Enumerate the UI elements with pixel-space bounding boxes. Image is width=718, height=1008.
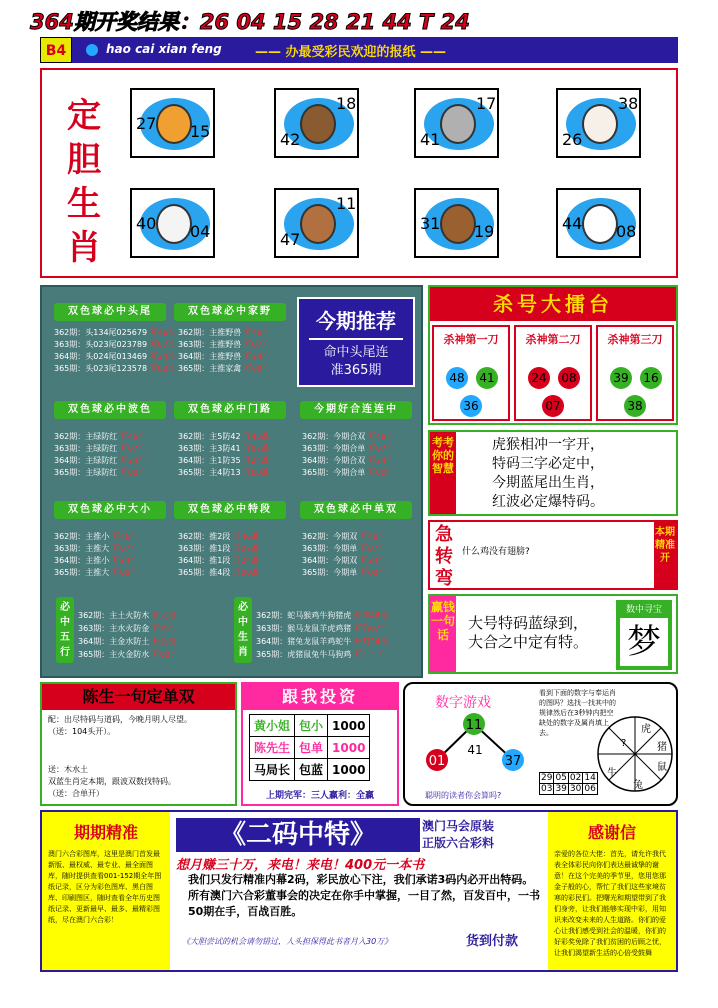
table-row <box>302 443 394 455</box>
prediction-panel <box>40 285 423 678</box>
svg-text:?: ? <box>621 738 627 749</box>
row-result: 开24准 <box>149 352 176 361</box>
row-result: 开24准 <box>367 456 395 465</box>
grid-cell: 02 <box>569 773 582 783</box>
table-row <box>54 431 146 443</box>
invest-footer: 上期完军：三人赢利：全赢 <box>265 791 374 801</box>
right-yellow-col <box>548 812 676 970</box>
invest-name: 马局长 <box>250 759 295 781</box>
row-label: 364期：今期合双 <box>302 456 366 465</box>
table-row <box>250 759 370 781</box>
table-row <box>302 531 386 543</box>
table-row <box>178 555 259 567</box>
row-label: 365期：今期单 <box>302 568 358 577</box>
row-result: 开07准 <box>149 340 176 349</box>
zodiac-number-a: 40 <box>136 214 157 233</box>
row-label: 365期：今期合单 <box>302 468 366 477</box>
row-result: 开46准 <box>149 328 176 337</box>
wuxing-label: 必中五行 <box>56 597 74 663</box>
row-result: 开24准 <box>119 456 147 465</box>
dog-icon <box>440 204 476 244</box>
chen-line: 双蓝生肖定本期，跟波双数找特码。 <box>48 777 176 786</box>
zodiac-number-b: 04 <box>190 222 211 241</box>
invest-bet: 包单 <box>295 737 328 759</box>
table-row <box>54 543 138 555</box>
recommend-title: 今期推荐 <box>316 309 396 333</box>
row-result: 开00准 <box>149 364 176 373</box>
dream-box-title: 数中寻宝 <box>625 605 662 615</box>
zodiac-number-a: 27 <box>136 114 157 133</box>
row-result: 开24准 <box>243 456 270 465</box>
row-result: 开羊46准 <box>353 611 389 620</box>
zodiac-number-b: 38 <box>618 94 639 113</box>
row-result: 开46准 <box>119 432 147 441</box>
game-diagram <box>419 710 529 780</box>
zodiac-card <box>414 188 499 258</box>
row-result: 开24准 <box>243 352 271 361</box>
table-row <box>540 773 598 784</box>
table-row <box>78 609 178 622</box>
zodiac-number-a: 42 <box>280 130 301 149</box>
table-row <box>178 327 270 339</box>
row-label: 365期：推4段 <box>178 568 231 577</box>
table-row <box>54 567 138 579</box>
slogan-text: —— 办最受彩民欢迎的报纸 —— <box>255 45 447 60</box>
row-label: 365期：虎猪鼠兔牛马狗鸡 <box>256 650 352 659</box>
recommend-line: 准365期 <box>330 363 382 378</box>
table-row <box>256 609 388 622</box>
row-result: 开24准 <box>111 556 139 565</box>
zodiac-card <box>274 188 359 258</box>
table-row <box>178 543 259 555</box>
kao-panel <box>428 430 678 516</box>
jizhuan-panel <box>428 520 678 590</box>
pay-label: 货到付款 <box>466 934 519 949</box>
svg-text:虎: 虎 <box>641 724 651 735</box>
row-label: 365期：主推家禽 <box>178 364 242 373</box>
row-label: 363期：猴马龙鼠羊虎鸡猪 <box>256 624 352 633</box>
red-line: 想月赚三十万，来电！来电！400元一本书 <box>176 858 425 873</box>
invest-amount: 1000 <box>328 737 370 759</box>
invest-bet: 包小 <box>295 715 328 737</box>
row-result: 开46准 <box>243 328 271 337</box>
row-label: 365期：主4防13 <box>178 468 241 477</box>
row-result: 开07准 <box>119 444 147 453</box>
table-row <box>302 555 386 567</box>
zodiac-number-a: 41 <box>420 130 441 149</box>
main-foot: 《大胆尝试的机会请勿错过，人头担保得此书者月入30万》 <box>182 937 393 946</box>
table-row <box>250 737 370 759</box>
prediction-rows <box>54 431 146 479</box>
knife-label: 杀神第一刀 <box>443 333 499 346</box>
number-ball: 16 <box>640 367 662 389</box>
tiger-icon <box>156 104 192 144</box>
chen-panel <box>40 682 237 806</box>
grid-cell: 39 <box>555 784 567 794</box>
label-char: 肖 <box>67 228 101 268</box>
draw-result-title: 364期开奖结果：26 04 15 28 21 44 T 24 <box>30 10 470 34</box>
row-label: 363期：主水火防金 <box>78 624 150 633</box>
zodiac-wheel <box>595 714 675 794</box>
invest-amount: 1000 <box>328 759 370 781</box>
table-row <box>178 531 259 543</box>
dream-box <box>616 600 672 670</box>
row-label: 362期：今期双 <box>302 532 358 541</box>
number-ball: 48 <box>446 367 468 389</box>
yingqian-line: 大号特码蓝绿到， <box>468 614 589 632</box>
game-top: 11 <box>465 718 483 733</box>
row-result: 开火准 <box>151 611 176 620</box>
table-row <box>54 339 176 351</box>
row-result: 开07准 <box>243 444 270 453</box>
zodiac-number-b: 19 <box>474 222 495 241</box>
pill-header: 双色球必中波色 <box>54 401 166 419</box>
table-row <box>302 567 386 579</box>
kao-line: 红波必定爆特码。 <box>492 494 604 510</box>
jizhuan-right-tag: 本期精准开 <box>654 522 676 588</box>
grid-cell: 06 <box>584 784 596 794</box>
row-result: 开07准 <box>359 544 387 553</box>
grid-cell: 03 <box>541 784 553 794</box>
table-row <box>78 648 178 661</box>
table-row <box>54 555 138 567</box>
game-desc: 看到下面的数字与奉运肖的图吗？选找一找其中的规律然后在3秒钟内把空缺处的数字及属肖填上去。 <box>539 689 616 737</box>
row-label: 362期：头134尾025679 <box>54 328 148 337</box>
pig-icon <box>300 104 336 144</box>
table-row <box>256 635 388 648</box>
label-char: 生 <box>67 184 101 224</box>
row-label: 365期：头023尾123578 <box>54 364 148 373</box>
jizhuan-question: 什么鸡没有翅膀? <box>462 547 530 557</box>
row-label: 362期：主土火防木 <box>78 611 150 620</box>
zodiac-card <box>556 88 641 158</box>
pill-header: 今期好合连连中 <box>300 401 412 419</box>
game-title: 数字游戏 <box>435 695 491 711</box>
grid-cell: 29 <box>541 773 553 783</box>
ox-icon <box>300 204 336 244</box>
number-game-panel <box>403 682 678 806</box>
table-row <box>178 467 269 479</box>
row-label: 362期：主推野兽 <box>178 328 242 337</box>
table-row <box>178 363 270 375</box>
wuxing-rows <box>78 609 178 661</box>
kao-text <box>492 436 604 512</box>
grid-cell: 05 <box>555 773 567 783</box>
zodiac-card <box>130 188 215 258</box>
table-row <box>178 351 270 363</box>
invest-amount: 1000 <box>328 715 370 737</box>
row-label: 363期：推1段 <box>178 544 231 553</box>
table-row <box>178 339 270 351</box>
sub-title: 正版六合彩料 <box>422 836 495 850</box>
row-label: 365期：主绿防红 <box>54 468 118 477</box>
row-result: 开鸡24准 <box>353 637 389 646</box>
table-row <box>54 455 146 467</box>
chen-title: 陈生一句定单双 <box>42 684 235 710</box>
jizhuan-tag: 急转弯 <box>435 524 453 589</box>
row-label: 363期：今期单 <box>302 544 358 553</box>
game-right: 37 <box>504 754 522 769</box>
sub-titles <box>422 818 494 852</box>
knife-label: 杀神第三刀 <box>607 333 663 346</box>
pill-header: 双色球必中门路 <box>174 401 286 419</box>
number-ball: 24 <box>528 367 550 389</box>
prediction-rows <box>302 431 394 479</box>
ding-dan-panel <box>40 68 678 278</box>
row-result: 开00准 <box>243 364 271 373</box>
prediction-rows <box>54 327 176 375</box>
row-label: 362期：蛇马猴鸡牛狗猪虎 <box>256 611 352 620</box>
row-result: 开46准 <box>367 432 395 441</box>
zodiac-number-a: 26 <box>562 130 583 149</box>
row-result: 开07准 <box>232 544 260 553</box>
table-row <box>540 784 598 795</box>
prediction-rows <box>302 531 386 579</box>
row-result: 开00准 <box>119 468 147 477</box>
yingqian-line: 大合之中定有特。 <box>468 633 589 651</box>
row-result: 开木准 <box>151 624 176 633</box>
zodiac-number-b: 18 <box>336 94 357 113</box>
svg-text:兔: 兔 <box>633 780 643 791</box>
rabbit-icon <box>582 104 618 144</box>
row-label: 362期：主绿防红 <box>54 432 118 441</box>
arena-title: 杀号大擂台 <box>430 287 676 321</box>
row-label: 365期：主火金防水 <box>78 650 150 659</box>
number-ball: 39 <box>610 367 632 389</box>
row-label: 363期：主推野兽 <box>178 340 242 349</box>
row-label: 365期：主推大 <box>54 568 110 577</box>
recommend-line: 命中头尾连 <box>323 345 389 360</box>
zodiac-number-b: 17 <box>476 94 497 113</box>
zodiac-number-b: 15 <box>190 122 211 141</box>
row-label: 363期：头023尾023789 <box>54 340 148 349</box>
grid-cell: 14 <box>584 773 596 783</box>
main-body: 我们只发行精准内幕2码，彩民放心下注，我们承诺3码内必开出特码。所有澳门六合彩董事会的决定在你手中掌握，一目了然，百发百中，一书50期在手，百战百胜。 <box>188 873 540 918</box>
header-band <box>40 37 678 63</box>
pill-header: 双色球必中头尾 <box>54 303 166 321</box>
kao-line: 虎猴相冲一字开， <box>492 437 604 453</box>
row-label: 364期：头024尾013469 <box>54 352 148 361</box>
number-ball: 41 <box>476 367 498 389</box>
row-label: 364期：主推野兽 <box>178 352 242 361</box>
row-result: 开00准 <box>232 568 260 577</box>
prediction-rows <box>54 531 138 579</box>
row-result: 开金准 <box>151 637 176 646</box>
row-label: 364期：主绿防红 <box>54 456 118 465</box>
pill-header: 双色球必中特段 <box>174 501 286 519</box>
table-row <box>256 622 388 635</box>
yingqian-text <box>468 614 588 652</box>
label-char: 胆 <box>67 140 101 180</box>
table-row <box>54 327 176 339</box>
knife-label: 杀神第二刀 <box>525 333 581 346</box>
table-row <box>302 543 386 555</box>
zodiac-number-b: 08 <box>616 222 637 241</box>
row-result: 开07准 <box>367 444 395 453</box>
prediction-rows <box>178 431 269 479</box>
invest-panel <box>241 682 399 806</box>
zodiac-number-b: 11 <box>336 194 357 213</box>
table-row <box>178 567 259 579</box>
recommend-box <box>297 297 415 387</box>
zodiac-card <box>414 88 499 158</box>
pill-header: 双色球必中大小 <box>54 501 166 519</box>
dream-char: 梦 <box>620 618 668 666</box>
yingqian-panel <box>428 594 678 674</box>
row-label: 362期：今期合双 <box>302 432 366 441</box>
chen-line: （送：合单开） <box>48 789 104 798</box>
row-result: 开00准 <box>367 468 395 477</box>
shengxiao-rows <box>256 609 388 661</box>
table-row <box>178 431 269 443</box>
game-left: 01 <box>428 754 446 769</box>
shengxiao-label: 必中生肖 <box>234 597 252 663</box>
row-result: 开46准 <box>359 532 387 541</box>
table-row <box>54 351 176 363</box>
table-row <box>54 467 146 479</box>
row-label: 364期：主推小 <box>54 556 110 565</box>
table-row <box>256 648 388 661</box>
zodiac-number-a: 31 <box>420 214 441 233</box>
pill-header: 双色球必中家野 <box>174 303 286 321</box>
row-label: 364期：推1段 <box>178 556 231 565</box>
game-grid <box>539 772 598 795</box>
label-char: 定 <box>67 96 101 136</box>
row-label: 363期：主推大 <box>54 544 110 553</box>
rooster-icon <box>582 204 618 244</box>
kao-line: 特码三字必定中， <box>492 456 604 472</box>
row-result: 开46准 <box>232 532 260 541</box>
left-yellow-col <box>42 812 170 970</box>
table-row <box>302 467 394 479</box>
row-result: 开00准 <box>111 568 139 577</box>
table-row <box>78 635 178 648</box>
pill-header: 双色球必中单双 <box>300 501 412 519</box>
row-result: 开？？准 <box>353 650 386 659</box>
table-row <box>78 622 178 635</box>
zodiac-number-a: 47 <box>280 230 301 249</box>
row-result: 开07准 <box>243 340 271 349</box>
game-footer: 聪明的读者你会算吗? <box>425 791 502 800</box>
table-row <box>178 443 269 455</box>
number-ball: 36 <box>460 395 482 417</box>
table-row <box>54 443 146 455</box>
row-result: 开00准 <box>359 568 387 577</box>
bullet-icon <box>86 44 98 56</box>
grid-cell: 30 <box>569 784 582 794</box>
row-result: 开24准 <box>232 556 260 565</box>
row-label: 363期：主3防41 <box>178 444 241 453</box>
prediction-rows <box>178 327 270 375</box>
main-title: 《二码中特》 <box>176 818 420 852</box>
kill-knife <box>432 325 510 421</box>
row-label: 362期：主5防42 <box>178 432 241 441</box>
chen-line: 送：木水土 <box>48 765 88 774</box>
row-label: 362期：推2段 <box>178 532 231 541</box>
row-label: 363期：主绿防红 <box>54 444 118 453</box>
kill-knife <box>596 325 674 421</box>
row-label: 364期：猪兔龙鼠羊鸡蛇牛 <box>256 637 352 646</box>
chen-line: （送：104头开）。 <box>48 727 116 736</box>
table-row <box>302 455 394 467</box>
kill-knife <box>514 325 592 421</box>
number-ball: 38 <box>624 395 646 417</box>
zodiac-card <box>274 88 359 158</box>
row-result: 开24准 <box>359 556 387 565</box>
bottom-panel <box>40 810 678 972</box>
section-label: B4 <box>40 37 72 63</box>
kill-number-arena <box>428 285 678 425</box>
number-ball: 07 <box>542 395 564 417</box>
invest-table <box>249 714 370 781</box>
row-label: 364期：主1防35 <box>178 456 241 465</box>
invest-name: 黄小姐 <box>250 715 295 737</box>
table-row <box>54 531 138 543</box>
pinyin-text: hao cai xian feng <box>106 42 222 56</box>
left-text: 澳门六合彩图库，这里是澳门首发最新版、最权威、最专业、最全面图库，随时提供查看001-152期全年图纸记录，区分为彩色图库、黑白图库、印刷图区，随时查看全年历史图纸记录、更新最早、最多、最精彩图纸，尽在澳门六合彩！ <box>48 850 162 924</box>
row-label: 362期：主推小 <box>54 532 110 541</box>
invest-name: 陈先生 <box>250 737 295 759</box>
sub-title: 澳门马会原装 <box>422 819 495 833</box>
row-label: 364期：主金水防土 <box>78 637 150 646</box>
row-result: 开46准 <box>111 532 139 541</box>
table-row <box>54 363 176 375</box>
row-label: 364期：今期双 <box>302 556 358 565</box>
right-text: 亲爱的各位大佬：首先，请允许我代表全体彩民向你们表达最诚挚的谢意！在这个完美的季节里，您用您那金子般的心，帮忙了我们这些家境贫寒的彩民们。把曙光和期望带到了我们身旁，让我们能够实现中彩，用知识来改变未来的人生道路。你们的爱心让我们感受到社会的温暖，你们的好彩奖免除了我们贫困的后顾之忧，让我们渴望新生活的心倍受鼓舞 <box>554 850 666 957</box>
left-title: 期期精准 <box>73 823 138 842</box>
invest-bet: 包蓝 <box>295 759 328 781</box>
zodiac-number-a: 44 <box>562 214 583 233</box>
zodiac-card <box>556 188 641 258</box>
prediction-rows <box>178 531 259 579</box>
row-result: 开46准 <box>243 432 270 441</box>
svg-text:猪: 猪 <box>657 742 667 753</box>
game-center: 41 <box>467 743 483 757</box>
row-result: 开07准 <box>111 544 139 553</box>
row-label: 363期：今期合单 <box>302 444 366 453</box>
yingqian-tag: 赢钱一句话 <box>430 596 456 672</box>
table-row <box>178 455 269 467</box>
row-result: 开00准 <box>243 468 270 477</box>
row-result: 开00准 <box>151 650 179 659</box>
row-result: 开狗07准 <box>353 624 389 633</box>
table-row <box>302 431 394 443</box>
kao-tag: 考考你的智慧 <box>430 432 456 514</box>
chen-line: 配：出尽特码与道码，今晚月明人尽望。 <box>48 715 192 724</box>
number-ball: 08 <box>558 367 580 389</box>
table-row <box>250 715 370 737</box>
kao-line: 今期蓝尾出生肖， <box>492 475 604 491</box>
svg-text:牛: 牛 <box>607 768 617 779</box>
rat-icon <box>440 104 476 144</box>
right-title: 感谢信 <box>587 823 636 842</box>
ding-dan-label <box>64 94 104 270</box>
invest-title: 跟我投资 <box>243 684 397 710</box>
zodiac-card <box>130 88 215 158</box>
cow-icon <box>156 204 192 244</box>
svg-text:鼠: 鼠 <box>657 762 667 773</box>
